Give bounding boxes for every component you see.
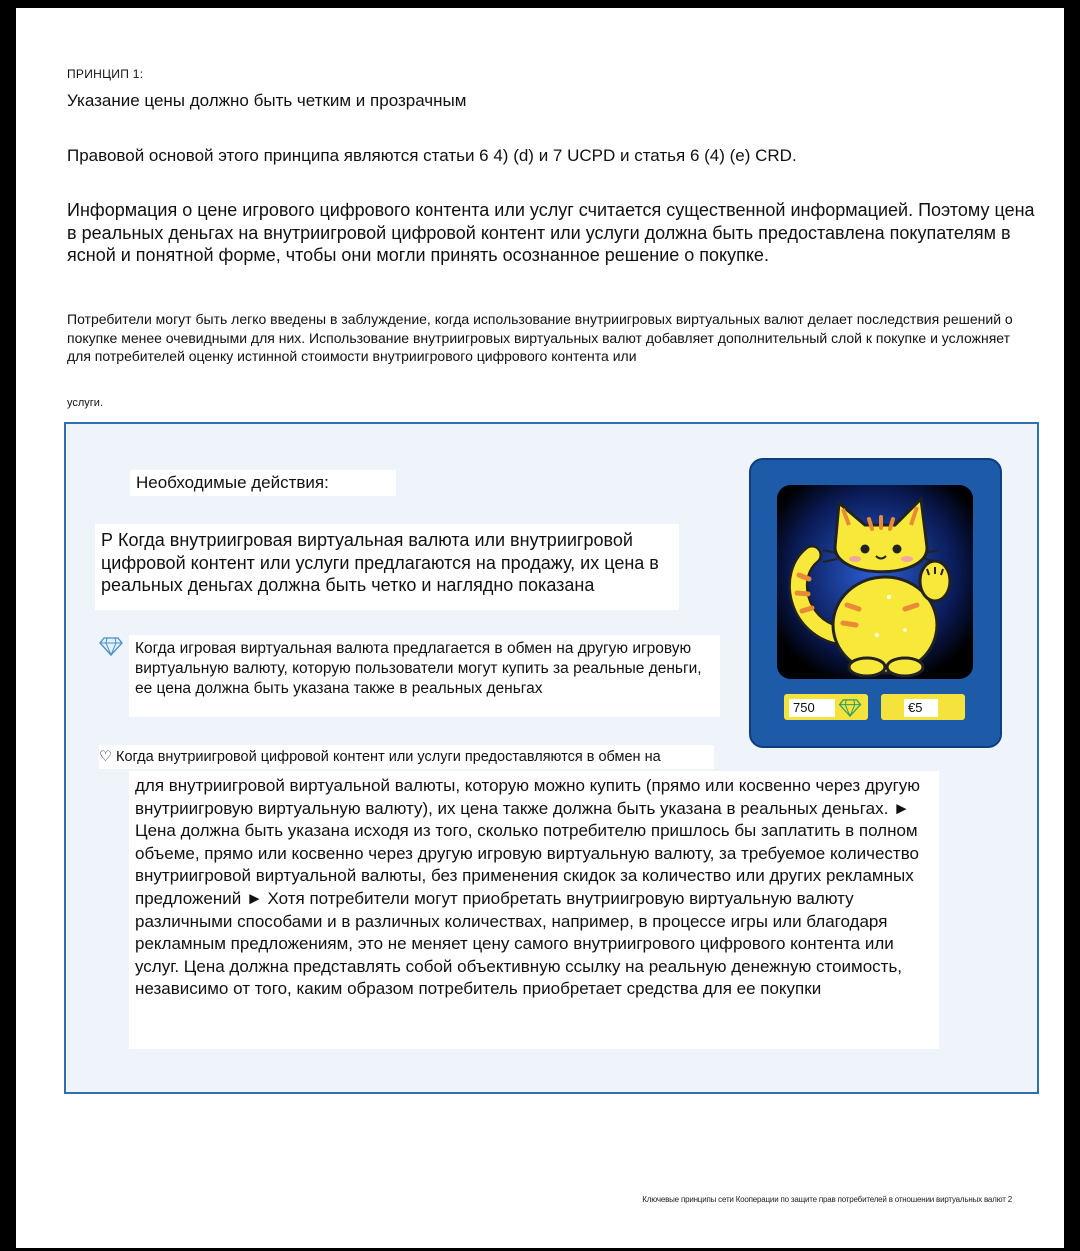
action-item-3-heading: ♡ Когда внутриигровой цифровой контент или услуги предоставляются в обмен на xyxy=(99,745,714,769)
gem-price-value: 750 xyxy=(789,699,835,717)
diamond-icon xyxy=(99,636,123,656)
consumers-paragraph: Потребители могут быть легко введены в заблуждение, когда использование внутриигровых виртуальных валют делает последствия решений о покупке менее очевидными для них. Использование внутриигровых виртуальных валют добавляет дополнительный слой к покупке и усложняет для потребителей оценку истинной стоимости внутриигрового цифрового контента или xyxy=(67,311,1013,364)
actions-title: Необходимые действия: xyxy=(130,470,396,496)
action-item-1: Р Когда внутриигровая виртуальная валюта или внутриигровой цифровой контент или услуги предлагаются на продажу, их цена в реальных деньгах должна быть четко и наглядно показана xyxy=(95,524,679,610)
gem-icon xyxy=(838,698,862,717)
document-page xyxy=(16,8,1064,1248)
action-item-2: Когда игровая виртуальная валюта предлагается в обмен на другую игровую виртуальную валюту, которую пользователи могут купить за реальные деньги, ее цена должна быть указана также в реальных деньгах xyxy=(129,635,720,717)
euro-price-value: €5 xyxy=(904,699,938,717)
legal-basis-text: Правовой основой этого принципа являются статьи 6 4) (d) и 7 UCPD и статья 6 (4) (e) CRD. xyxy=(67,146,797,165)
principle-title: Указание цены должно быть четким и прозрачным xyxy=(67,91,467,110)
principle-label: ПРИНЦИП 1: xyxy=(67,67,144,81)
consumers-paragraph-tail: услуги. xyxy=(67,397,104,409)
game-screen xyxy=(777,485,973,679)
cat-illustration xyxy=(777,485,973,679)
page-footer: Ключевые принципы сети Кооперации по защите прав потребителей в отношении виртуальных валют 2 xyxy=(642,1195,1012,1204)
action-item-3-body: для внутриигровой виртуальной валюты, которую можно купить (прямо или косвенно через другую внутриигровую виртуальную валюту), их цена также должна быть указана в реальных деньгах. ► Цена должна быть указана исходя из того, сколько потребителю пришлось бы заплатить в полном объеме, прямо или косвенно через другую игровую виртуальную валюту, за требуемое количество внутриигровой виртуальной валюты, без применения скидок за количество или других рекламных предложений ► Хотя потребители могут приобретать внутриигровую виртуальную валюту различными способами и в различных количествах, например, в процессе игры или благодаря рекламным предложениям, это не меняет цену самого внутриигрового цифрового контента или услуг. Цена должна представлять собой объективную ссылку на реальную денежную стоимость, независимо от того, каким образом потребитель приобретает средства для ее покупки xyxy=(129,771,939,1049)
info-paragraph: Информация о цене игрового цифрового контента или услуг считается существенной информацией. Поэтому цена в реальных деньгах на внутриигровой цифровой контент или услуги должна быть предоставлена покупателям в ясной и понятной форме, чтобы они могли принять осознанное решение о покупке. xyxy=(67,200,1035,265)
